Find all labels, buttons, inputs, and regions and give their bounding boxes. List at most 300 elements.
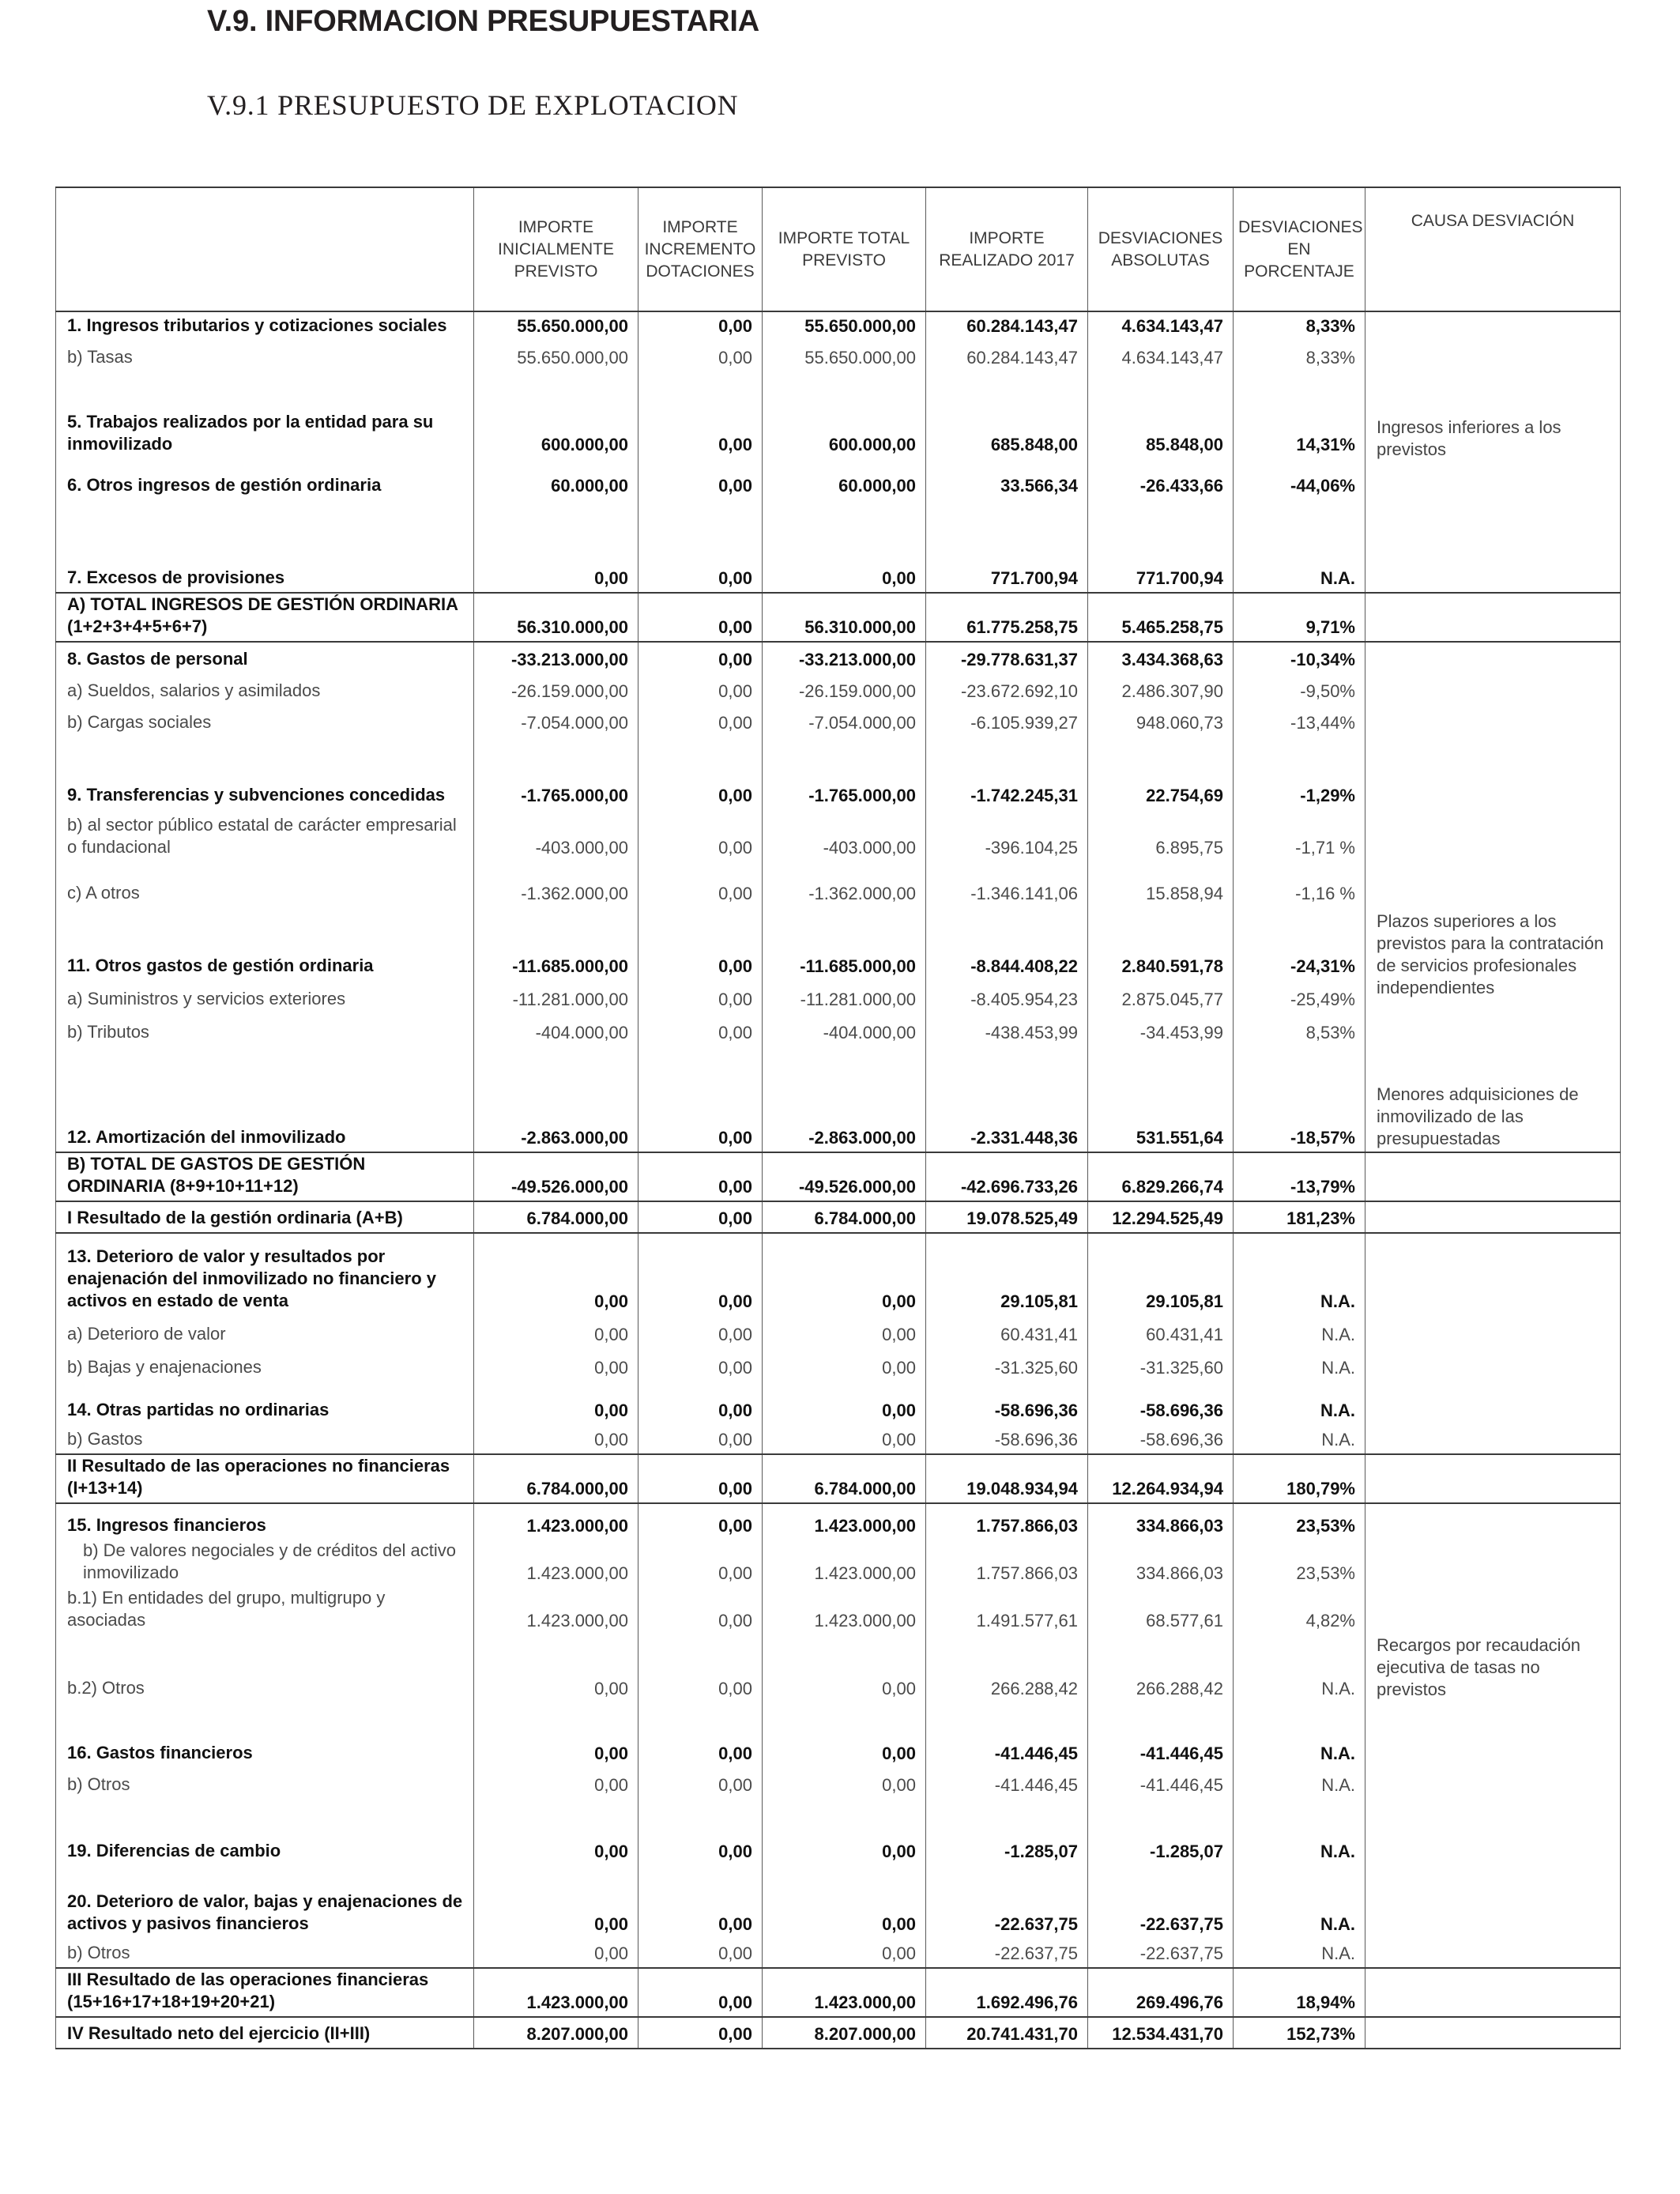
cell-importe-inicial: 0,00	[474, 499, 638, 593]
cell-importe-inicial: 0,00	[474, 1634, 638, 1702]
row-label: A) TOTAL INGRESOS DE GESTIÓN ORDINARIA (1+2+3+4+5+6+7)	[56, 593, 474, 642]
cell-importe-realizado: 60.284.143,47	[926, 311, 1088, 340]
cell-desviacion-absoluta: 68.577,61	[1088, 1587, 1234, 1634]
table-row	[56, 340, 1621, 371]
deviation-cause-cell	[1365, 642, 1621, 673]
cell-importe-incremento: 0,00	[638, 458, 763, 499]
cell-importe-total: -49.526.000,00	[763, 1152, 926, 1201]
cell-desviacion-absoluta: -1.285,07	[1088, 1799, 1234, 1865]
cell-importe-incremento: 0,00	[638, 737, 763, 809]
deviation-cause-cell	[1365, 1540, 1621, 1587]
cell-importe-total: 0,00	[763, 1938, 926, 1968]
cell-desviacion-absoluta: -22.637,75	[1088, 1938, 1234, 1968]
cell-importe-total: 0,00	[763, 1634, 926, 1702]
table-header-row	[56, 187, 1621, 311]
cell-importe-inicial: 8.207.000,00	[474, 2017, 638, 2049]
cell-importe-realizado: -8.405.954,23	[926, 980, 1088, 1013]
cell-importe-total: 55.650.000,00	[763, 311, 926, 340]
cell-importe-total: 0,00	[763, 1799, 926, 1865]
cell-desviacion-absoluta: 85.848,00	[1088, 371, 1234, 458]
table-row	[56, 1454, 1621, 1503]
cell-desviacion-porcentaje: N.A.	[1234, 1938, 1365, 1968]
cell-importe-inicial: -404.000,00	[474, 1013, 638, 1046]
cell-importe-incremento: 0,00	[638, 1233, 763, 1315]
cell-importe-incremento: 0,00	[638, 907, 763, 980]
cell-desviacion-porcentaje: N.A.	[1234, 1799, 1365, 1865]
cell-importe-incremento: 0,00	[638, 861, 763, 907]
table-row	[56, 1348, 1621, 1382]
deviation-cause-cell	[1365, 1315, 1621, 1348]
row-label: IV Resultado neto del ejercicio (II+III)	[56, 2017, 474, 2049]
header-desviaciones-absolutas: DESVIACIONES ABSOLUTAS	[1088, 187, 1234, 311]
cell-importe-total: 0,00	[763, 1865, 926, 1938]
cell-importe-realizado: -438.453,99	[926, 1013, 1088, 1046]
cell-importe-total: 55.650.000,00	[763, 340, 926, 371]
table-row	[56, 1587, 1621, 1634]
cell-desviacion-absoluta: 2.875.045,77	[1088, 980, 1234, 1013]
cell-importe-realizado: -31.325,60	[926, 1348, 1088, 1382]
cell-desviacion-absoluta: -58.696,36	[1088, 1424, 1234, 1454]
row-label: 7. Excesos de provisiones	[56, 499, 474, 593]
cell-importe-total: 8.207.000,00	[763, 2017, 926, 2049]
cell-importe-total: -1.362.000,00	[763, 861, 926, 907]
cell-importe-total: 6.784.000,00	[763, 1454, 926, 1503]
cell-desviacion-porcentaje: N.A.	[1234, 1702, 1365, 1767]
table-row	[56, 907, 1621, 980]
cell-importe-incremento: 0,00	[638, 1315, 763, 1348]
cell-importe-inicial: 1.423.000,00	[474, 1968, 638, 2017]
cell-importe-inicial: 1.423.000,00	[474, 1503, 638, 1540]
cell-importe-incremento: 0,00	[638, 1938, 763, 1968]
table-row	[56, 673, 1621, 705]
cell-importe-realizado: 60.284.143,47	[926, 340, 1088, 371]
cell-desviacion-porcentaje: -18,57%	[1234, 1046, 1365, 1152]
cell-desviacion-porcentaje: -9,50%	[1234, 673, 1365, 705]
cell-importe-incremento: 0,00	[638, 1152, 763, 1201]
cell-importe-total: -11.281.000,00	[763, 980, 926, 1013]
cell-desviacion-porcentaje: -10,34%	[1234, 642, 1365, 673]
deviation-cause-cell	[1365, 673, 1621, 705]
cell-importe-incremento: 0,00	[638, 1968, 763, 2017]
table-row	[56, 371, 1621, 458]
cell-desviacion-absoluta: -41.446,45	[1088, 1767, 1234, 1799]
row-label: b) De valores negociales y de créditos del activo inmovilizado	[56, 1540, 474, 1587]
cell-importe-total: 0,00	[763, 1702, 926, 1767]
header-importe-incremento-dotaciones: IMPORTE INCREMENTO DOTACIONES	[638, 187, 763, 311]
cell-importe-total: -7.054.000,00	[763, 705, 926, 737]
table-row	[56, 1799, 1621, 1865]
cell-importe-realizado: -23.672.692,10	[926, 673, 1088, 705]
row-label: 5. Trabajos realizados por la entidad para su inmovilizado	[56, 371, 474, 458]
cell-importe-incremento: 0,00	[638, 1201, 763, 1233]
row-label: b) Otros	[56, 1767, 474, 1799]
cell-importe-realizado: 29.105,81	[926, 1233, 1088, 1315]
cell-importe-realizado: -396.104,25	[926, 809, 1088, 861]
section-subtitle: V.9.1 PRESUPUESTO DE EXPLOTACION	[207, 89, 739, 121]
cell-importe-realizado: 266.288,42	[926, 1634, 1088, 1702]
cell-importe-incremento: 0,00	[638, 1503, 763, 1540]
row-label: a) Deterioro de valor	[56, 1315, 474, 1348]
cell-desviacion-porcentaje: 4,82%	[1234, 1587, 1365, 1634]
cell-desviacion-absoluta: 334.866,03	[1088, 1503, 1234, 1540]
cell-importe-inicial: 0,00	[474, 1702, 638, 1767]
cell-desviacion-absoluta: 22.754,69	[1088, 737, 1234, 809]
deviation-cause-note: Recargos por recaudación ejecutiva de tasas no previstos	[1365, 1634, 1621, 1702]
row-label: 13. Deterioro de valor y resultados por enajenación del inmovilizado no financiero y activos en estado de venta	[56, 1233, 474, 1315]
deviation-cause-cell	[1365, 1201, 1621, 1233]
cell-desviacion-absoluta: 12.294.525,49	[1088, 1201, 1234, 1233]
cell-importe-inicial: -26.159.000,00	[474, 673, 638, 705]
table-row	[56, 1201, 1621, 1233]
cell-importe-realizado: 19.078.525,49	[926, 1201, 1088, 1233]
row-label: 14. Otras partidas no ordinarias	[56, 1382, 474, 1424]
cell-desviacion-porcentaje: -25,49%	[1234, 980, 1365, 1013]
deviation-cause-cell	[1365, 1454, 1621, 1503]
table-row	[56, 1865, 1621, 1938]
cell-importe-inicial: -11.685.000,00	[474, 907, 638, 980]
deviation-cause-cell	[1365, 1424, 1621, 1454]
cell-importe-realizado: 1.757.866,03	[926, 1503, 1088, 1540]
table-row	[56, 809, 1621, 861]
cell-importe-incremento: 0,00	[638, 1013, 763, 1046]
cell-importe-inicial: 1.423.000,00	[474, 1540, 638, 1587]
cell-importe-incremento: 0,00	[638, 1046, 763, 1152]
row-label: b.2) Otros	[56, 1634, 474, 1702]
cell-desviacion-porcentaje: N.A.	[1234, 1767, 1365, 1799]
header-importe-inicialmente-previsto: IMPORTE INICIALMENTE PREVISTO	[474, 187, 638, 311]
cell-importe-realizado: 19.048.934,94	[926, 1454, 1088, 1503]
cell-desviacion-porcentaje: 9,71%	[1234, 593, 1365, 642]
deviation-cause-cell	[1365, 311, 1621, 340]
table-row	[56, 2017, 1621, 2049]
cell-importe-total: -11.685.000,00	[763, 907, 926, 980]
table-row	[56, 1152, 1621, 1201]
cell-desviacion-absoluta: -58.696,36	[1088, 1382, 1234, 1424]
row-label: a) Sueldos, salarios y asimilados	[56, 673, 474, 705]
cell-importe-inicial: -33.213.000,00	[474, 642, 638, 673]
cell-desviacion-absoluta: 6.895,75	[1088, 809, 1234, 861]
row-label: 1. Ingresos tributarios y cotizaciones sociales	[56, 311, 474, 340]
table-row	[56, 1233, 1621, 1315]
cell-importe-inicial: 0,00	[474, 1315, 638, 1348]
cell-importe-realizado: 1.757.866,03	[926, 1540, 1088, 1587]
cell-desviacion-absoluta: 2.486.307,90	[1088, 673, 1234, 705]
cell-desviacion-absoluta: 15.858,94	[1088, 861, 1234, 907]
deviation-cause-cell	[1365, 1348, 1621, 1382]
table-row	[56, 1540, 1621, 1587]
row-label: 8. Gastos de personal	[56, 642, 474, 673]
cell-importe-incremento: 0,00	[638, 1348, 763, 1382]
cell-importe-incremento: 0,00	[638, 642, 763, 673]
cell-desviacion-porcentaje: 8,33%	[1234, 340, 1365, 371]
cell-importe-total: -2.863.000,00	[763, 1046, 926, 1152]
cell-importe-incremento: 0,00	[638, 311, 763, 340]
cell-desviacion-absoluta: 6.829.266,74	[1088, 1152, 1234, 1201]
cell-desviacion-porcentaje: N.A.	[1234, 499, 1365, 593]
row-label: I Resultado de la gestión ordinaria (A+B)	[56, 1201, 474, 1233]
cell-importe-total: -404.000,00	[763, 1013, 926, 1046]
cell-importe-total: 0,00	[763, 1382, 926, 1424]
cell-importe-realizado: -6.105.939,27	[926, 705, 1088, 737]
cell-desviacion-absoluta: 3.434.368,63	[1088, 642, 1234, 673]
cell-importe-inicial: 0,00	[474, 1424, 638, 1454]
cell-importe-inicial: 55.650.000,00	[474, 311, 638, 340]
cell-importe-inicial: 55.650.000,00	[474, 340, 638, 371]
cell-desviacion-porcentaje: 23,53%	[1234, 1503, 1365, 1540]
cell-importe-inicial: 600.000,00	[474, 371, 638, 458]
cell-importe-inicial: -2.863.000,00	[474, 1046, 638, 1152]
table-row	[56, 1938, 1621, 1968]
table-row	[56, 1634, 1621, 1702]
deviation-cause-cell	[1365, 1587, 1621, 1634]
row-label: 19. Diferencias de cambio	[56, 1799, 474, 1865]
deviation-cause-cell	[1365, 809, 1621, 861]
cell-desviacion-porcentaje: -24,31%	[1234, 907, 1365, 980]
row-label: 6. Otros ingresos de gestión ordinaria	[56, 458, 474, 499]
row-label: 9. Transferencias y subvenciones concedidas	[56, 737, 474, 809]
cell-importe-incremento: 0,00	[638, 1702, 763, 1767]
header-concept	[56, 187, 474, 311]
cell-importe-realizado: -2.331.448,36	[926, 1046, 1088, 1152]
table-row	[56, 499, 1621, 593]
cell-importe-inicial: 1.423.000,00	[474, 1587, 638, 1634]
cell-importe-incremento: 0,00	[638, 1382, 763, 1424]
cell-importe-total: 0,00	[763, 499, 926, 593]
row-label: a) Suministros y servicios exteriores	[56, 980, 474, 1013]
cell-desviacion-porcentaje: -1,71 %	[1234, 809, 1365, 861]
table-row	[56, 1968, 1621, 2017]
cell-desviacion-porcentaje: 23,53%	[1234, 1540, 1365, 1587]
cell-desviacion-absoluta: 948.060,73	[1088, 705, 1234, 737]
budget-table	[55, 187, 1621, 2049]
cell-desviacion-porcentaje: N.A.	[1234, 1634, 1365, 1702]
cell-importe-inicial: -49.526.000,00	[474, 1152, 638, 1201]
cell-importe-realizado: -41.446,45	[926, 1702, 1088, 1767]
deviation-cause-cell	[1365, 1968, 1621, 2017]
cell-importe-incremento: 0,00	[638, 371, 763, 458]
row-label: b) Gastos	[56, 1424, 474, 1454]
cell-desviacion-absoluta: 12.534.431,70	[1088, 2017, 1234, 2049]
cell-importe-total: 0,00	[763, 1315, 926, 1348]
cell-desviacion-absoluta: -22.637,75	[1088, 1865, 1234, 1938]
cell-desviacion-porcentaje: 8,33%	[1234, 311, 1365, 340]
cell-importe-total: 0,00	[763, 1424, 926, 1454]
cell-importe-realizado: -58.696,36	[926, 1382, 1088, 1424]
cell-desviacion-absoluta: -26.433,66	[1088, 458, 1234, 499]
cell-desviacion-absoluta: 29.105,81	[1088, 1233, 1234, 1315]
cell-importe-incremento: 0,00	[638, 1540, 763, 1587]
cell-desviacion-porcentaje: 152,73%	[1234, 2017, 1365, 2049]
cell-desviacion-porcentaje: -44,06%	[1234, 458, 1365, 499]
cell-desviacion-porcentaje: 18,94%	[1234, 1968, 1365, 2017]
table-row	[56, 311, 1621, 340]
cell-desviacion-porcentaje: -1,29%	[1234, 737, 1365, 809]
row-label: 12. Amortización del inmovilizado	[56, 1046, 474, 1152]
cell-importe-realizado: 685.848,00	[926, 371, 1088, 458]
cell-importe-incremento: 0,00	[638, 1454, 763, 1503]
cell-importe-total: 1.423.000,00	[763, 1540, 926, 1587]
cell-importe-realizado: 61.775.258,75	[926, 593, 1088, 642]
table-row	[56, 705, 1621, 737]
cell-importe-incremento: 0,00	[638, 809, 763, 861]
cell-importe-inicial: 0,00	[474, 1865, 638, 1938]
cell-importe-total: 1.423.000,00	[763, 1503, 926, 1540]
cell-importe-realizado: 1.491.577,61	[926, 1587, 1088, 1634]
table-row	[56, 1503, 1621, 1540]
cell-importe-incremento: 0,00	[638, 1634, 763, 1702]
cell-desviacion-porcentaje: N.A.	[1234, 1348, 1365, 1382]
table-row	[56, 1767, 1621, 1799]
row-label: b) Tasas	[56, 340, 474, 371]
cell-importe-total: -33.213.000,00	[763, 642, 926, 673]
table-row	[56, 1382, 1621, 1424]
cell-importe-realizado: -8.844.408,22	[926, 907, 1088, 980]
cell-importe-incremento: 0,00	[638, 1767, 763, 1799]
row-label: b) Bajas y enajenaciones	[56, 1348, 474, 1382]
row-label: 15. Ingresos financieros	[56, 1503, 474, 1540]
row-label: 16. Gastos financieros	[56, 1702, 474, 1767]
cell-importe-inicial: 0,00	[474, 1348, 638, 1382]
deviation-cause-cell	[1365, 1702, 1621, 1767]
cell-desviacion-absoluta: -34.453,99	[1088, 1013, 1234, 1046]
deviation-cause-cell	[1365, 340, 1621, 371]
cell-importe-realizado: 1.692.496,76	[926, 1968, 1088, 2017]
cell-desviacion-absoluta: 60.431,41	[1088, 1315, 1234, 1348]
cell-desviacion-absoluta: 771.700,94	[1088, 499, 1234, 593]
cell-importe-total: 0,00	[763, 1348, 926, 1382]
table-row	[56, 1424, 1621, 1454]
cell-importe-total: -1.765.000,00	[763, 737, 926, 809]
cell-importe-realizado: -42.696.733,26	[926, 1152, 1088, 1201]
cell-desviacion-absoluta: -31.325,60	[1088, 1348, 1234, 1382]
cell-importe-inicial: 0,00	[474, 1799, 638, 1865]
deviation-cause-cell	[1365, 499, 1621, 593]
cell-desviacion-porcentaje: -13,79%	[1234, 1152, 1365, 1201]
cell-importe-total: 0,00	[763, 1767, 926, 1799]
row-label: B) TOTAL DE GASTOS DE GESTIÓN ORDINARIA (8+9+10+11+12)	[56, 1152, 474, 1201]
cell-importe-inicial: -1.765.000,00	[474, 737, 638, 809]
cell-importe-incremento: 0,00	[638, 340, 763, 371]
cell-desviacion-absoluta: -41.446,45	[1088, 1702, 1234, 1767]
deviation-cause-note: Ingresos inferiores a los previstos	[1365, 371, 1621, 499]
cell-desviacion-porcentaje: 8,53%	[1234, 1013, 1365, 1046]
cell-desviacion-absoluta: 4.634.143,47	[1088, 340, 1234, 371]
cell-importe-realizado: 771.700,94	[926, 499, 1088, 593]
cell-importe-total: 600.000,00	[763, 371, 926, 458]
row-label: c) A otros	[56, 861, 474, 907]
page-title: V.9. INFORMACION PRESUPUESTARIA	[207, 5, 760, 38]
cell-importe-incremento: 0,00	[638, 593, 763, 642]
deviation-cause-cell	[1365, 1865, 1621, 1938]
cell-importe-incremento: 0,00	[638, 1799, 763, 1865]
cell-importe-total: -403.000,00	[763, 809, 926, 861]
deviation-cause-note: Plazos superiores a los previstos para la contratación de servicios profesionales independientes	[1365, 907, 1621, 1046]
cell-importe-total: 1.423.000,00	[763, 1968, 926, 2017]
table-row	[56, 861, 1621, 907]
table-row	[56, 737, 1621, 809]
cell-importe-inicial: 0,00	[474, 1382, 638, 1424]
cell-importe-incremento: 0,00	[638, 2017, 763, 2049]
cell-desviacion-absoluta: 5.465.258,75	[1088, 593, 1234, 642]
table-row	[56, 1702, 1621, 1767]
cell-importe-inicial: -403.000,00	[474, 809, 638, 861]
cell-importe-total: 6.784.000,00	[763, 1201, 926, 1233]
deviation-cause-cell	[1365, 1503, 1621, 1540]
row-label: b) Tributos	[56, 1013, 474, 1046]
table-row	[56, 642, 1621, 673]
cell-importe-realizado: -58.696,36	[926, 1424, 1088, 1454]
cell-importe-incremento: 0,00	[638, 1587, 763, 1634]
cell-importe-inicial: 6.784.000,00	[474, 1454, 638, 1503]
cell-desviacion-absoluta: 334.866,03	[1088, 1540, 1234, 1587]
cell-importe-incremento: 0,00	[638, 673, 763, 705]
cell-importe-inicial: 0,00	[474, 1938, 638, 1968]
cell-importe-total: 1.423.000,00	[763, 1587, 926, 1634]
row-label: 20. Deterioro de valor, bajas y enajenaciones de activos y pasivos financieros	[56, 1865, 474, 1938]
cell-importe-inicial: -7.054.000,00	[474, 705, 638, 737]
table-row	[56, 1315, 1621, 1348]
deviation-cause-cell	[1365, 593, 1621, 642]
cell-desviacion-porcentaje: -13,44%	[1234, 705, 1365, 737]
table-row	[56, 593, 1621, 642]
cell-importe-realizado: 33.566,34	[926, 458, 1088, 499]
header-importe-realizado: IMPORTE REALIZADO 2017	[926, 187, 1088, 311]
cell-desviacion-absoluta: 269.496,76	[1088, 1968, 1234, 2017]
row-label: b) al sector público estatal de carácter empresarial o fundacional	[56, 809, 474, 861]
deviation-cause-cell	[1365, 861, 1621, 907]
table-row	[56, 1046, 1621, 1152]
cell-importe-total: 56.310.000,00	[763, 593, 926, 642]
cell-importe-inicial: 56.310.000,00	[474, 593, 638, 642]
cell-importe-total: 60.000,00	[763, 458, 926, 499]
cell-importe-realizado: 60.431,41	[926, 1315, 1088, 1348]
cell-desviacion-absoluta: 266.288,42	[1088, 1634, 1234, 1702]
cell-importe-incremento: 0,00	[638, 1865, 763, 1938]
cell-desviacion-porcentaje: 181,23%	[1234, 1201, 1365, 1233]
cell-desviacion-porcentaje: N.A.	[1234, 1865, 1365, 1938]
header-causa-desviacion: CAUSA DESVIACIÓN	[1365, 187, 1621, 311]
row-label: b.1) En entidades del grupo, multigrupo y asociadas	[56, 1587, 474, 1634]
cell-desviacion-porcentaje: N.A.	[1234, 1233, 1365, 1315]
cell-desviacion-porcentaje: 180,79%	[1234, 1454, 1365, 1503]
deviation-cause-cell	[1365, 1233, 1621, 1315]
cell-desviacion-porcentaje: N.A.	[1234, 1315, 1365, 1348]
cell-desviacion-absoluta: 4.634.143,47	[1088, 311, 1234, 340]
header-importe-total-previsto: IMPORTE TOTAL PREVISTO	[763, 187, 926, 311]
cell-desviacion-porcentaje: N.A.	[1234, 1424, 1365, 1454]
cell-importe-inicial: 6.784.000,00	[474, 1201, 638, 1233]
cell-importe-realizado: 20.741.431,70	[926, 2017, 1088, 2049]
deviation-cause-note: Menores adquisiciones de inmovilizado de las presupuestadas	[1365, 1046, 1621, 1152]
cell-desviacion-absoluta: 2.840.591,78	[1088, 907, 1234, 980]
row-label: b) Cargas sociales	[56, 705, 474, 737]
cell-importe-incremento: 0,00	[638, 499, 763, 593]
cell-desviacion-porcentaje: 14,31%	[1234, 371, 1365, 458]
deviation-cause-cell	[1365, 1767, 1621, 1799]
header-desviaciones-porcentaje: DESVIACIONES EN PORCENTAJE	[1234, 187, 1365, 311]
row-label: b) Otros	[56, 1938, 474, 1968]
deviation-cause-cell	[1365, 1799, 1621, 1865]
cell-importe-realizado: -1.742.245,31	[926, 737, 1088, 809]
cell-importe-realizado: -22.637,75	[926, 1865, 1088, 1938]
deviation-cause-cell	[1365, 1152, 1621, 1201]
cell-importe-incremento: 0,00	[638, 980, 763, 1013]
row-label: 11. Otros gastos de gestión ordinaria	[56, 907, 474, 980]
deviation-cause-cell	[1365, 2017, 1621, 2049]
cell-importe-realizado: -22.637,75	[926, 1938, 1088, 1968]
cell-importe-incremento: 0,00	[638, 705, 763, 737]
cell-importe-realizado: -41.446,45	[926, 1767, 1088, 1799]
